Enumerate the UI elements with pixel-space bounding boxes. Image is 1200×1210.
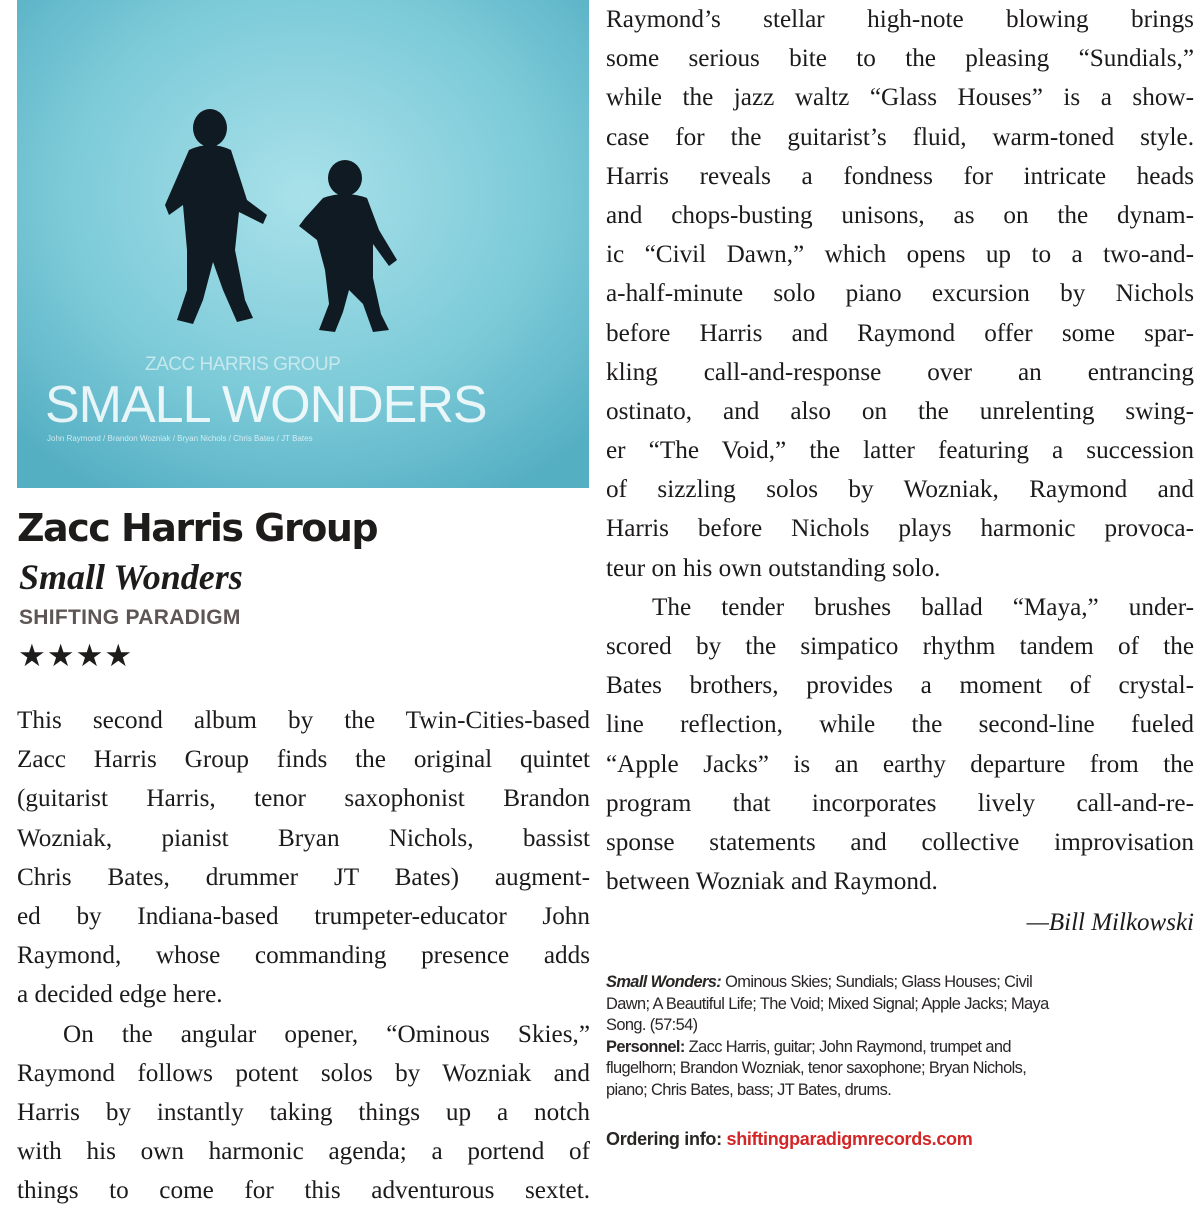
personnel-text: flugelhorn; Brandon Wozniak, tenor saxophone; Bryan Nichols, <box>606 1059 1027 1077</box>
tracks-label: Small Wonders: <box>606 973 722 991</box>
review-line: with his own harmonic agenda; a portend of <box>17 1138 590 1166</box>
cover-group-name: ZACC HARRIS GROUP <box>145 354 341 375</box>
review-line: while the jazz waltz “Glass Houses” is a show- <box>606 84 1194 112</box>
review-line: The tender brushes ballad “Maya,” under- <box>652 593 1194 621</box>
review-line: On the angular opener, “Ominous Skies,” <box>63 1020 590 1048</box>
tracks-text: Song. (57:54) <box>606 1016 698 1034</box>
review-line: sponse statements and collective improvisation <box>606 828 1194 856</box>
review-line: Wozniak, pianist Bryan Nichols, bassist <box>17 824 590 852</box>
tracks-text: Dawn; A Beautiful Life; The Void; Mixed Signal; Apple Jacks; Maya <box>606 994 1049 1013</box>
album-cover <box>17 0 589 488</box>
review-right-column <box>606 0 1194 901</box>
review-line: Raymond’s stellar high-note blowing brings <box>606 6 1194 33</box>
personnel-row <box>606 1037 1166 1059</box>
tracks-text: Ominous Skies; Sundials; Glass Houses; Civil <box>721 973 1033 991</box>
review-line: case for the guitarist’s fluid, warm-toned style. <box>606 123 1194 151</box>
reviewer-byline: —Bill Milkowski <box>1026 909 1194 936</box>
record-label: SHIFTING PARADIGM <box>19 606 241 629</box>
personnel-label: Personnel: <box>606 1037 685 1056</box>
review-line: teur on his own outstanding solo. <box>606 554 941 582</box>
review-line: a-half-minute solo piano excursion by Nichols <box>606 280 1194 308</box>
album-info-block <box>606 972 1166 1101</box>
review-line: before Harris and Raymond offer some spar- <box>606 319 1194 347</box>
personnel-text: piano; Chris Bates, bass; JT Bates, drums. <box>606 1080 892 1099</box>
review-line: Harris reveals a fondness for intricate heads <box>606 162 1194 190</box>
cover-album-title: SMALL WONDERS <box>45 376 487 434</box>
review-line: ed by Indiana-based trumpeter-educator John <box>17 902 590 930</box>
review-line: Bates brothers, provides a moment of crystal- <box>606 672 1194 700</box>
review-line: things to come for this adventurous sextet. <box>17 1177 590 1205</box>
review-line: Harris by instantly taking things up a notch <box>17 1098 590 1126</box>
tracks-row <box>606 972 1166 994</box>
review-line: (guitarist Harris, tenor saxophonist Brandon <box>17 785 590 813</box>
review-line: ic “Civil Dawn,” which opens up to a two-and- <box>606 241 1194 269</box>
review-line: kling call-and-response over an entrancing <box>606 358 1194 386</box>
ordering-link[interactable]: shiftingparadigmrecords.com <box>726 1129 973 1149</box>
review-line: line reflection, while the second-line fueled <box>606 711 1194 739</box>
review-line: ostinato, and also on the unrelenting swing- <box>606 397 1194 425</box>
review-line: er “The Void,” the latter featuring a succession <box>606 437 1194 465</box>
album-title: Small Wonders <box>19 557 243 597</box>
review-line: program that incorporates lively call-and-re- <box>606 789 1194 817</box>
review-line: Chris Bates, drummer JT Bates) augment- <box>17 863 590 891</box>
review-line: Harris before Nichols plays harmonic provoca- <box>606 515 1194 543</box>
star-rating: ★★★★ <box>18 638 134 674</box>
cover-personnel: John Raymond / Brandon Wozniak / Bryan Nichols / Chris Bates / JT Bates <box>47 434 313 443</box>
artist-heading: Zacc Harris Group <box>17 506 378 550</box>
review-line: and chops-busting unisons, as on the dynam- <box>606 201 1194 229</box>
review-line: This second album by the Twin-Cities-based <box>17 707 590 734</box>
review-line: Raymond follows potent solos by Wozniak and <box>17 1059 590 1087</box>
ordering-info <box>606 1129 972 1150</box>
review-line: of sizzling solos by Wozniak, Raymond and <box>606 476 1194 504</box>
review-line: between Wozniak and Raymond. <box>606 868 938 896</box>
review-line: “Apple Jacks” is an earthy departure from the <box>606 750 1194 778</box>
review-line: a decided edge here. <box>17 981 223 1009</box>
ordering-label: Ordering info: <box>606 1129 722 1149</box>
personnel-text: Zacc Harris, guitar; John Raymond, trumpet and <box>684 1037 1011 1056</box>
review-left-column <box>17 701 590 1210</box>
review-line: scored by the simpatico rhythm tandem of the <box>606 633 1194 660</box>
review-line: some serious bite to the pleasing “Sundials,” <box>606 45 1194 73</box>
review-line: Raymond, whose commanding presence adds <box>17 942 590 970</box>
review-line: Zacc Harris Group finds the original quintet <box>17 746 590 774</box>
